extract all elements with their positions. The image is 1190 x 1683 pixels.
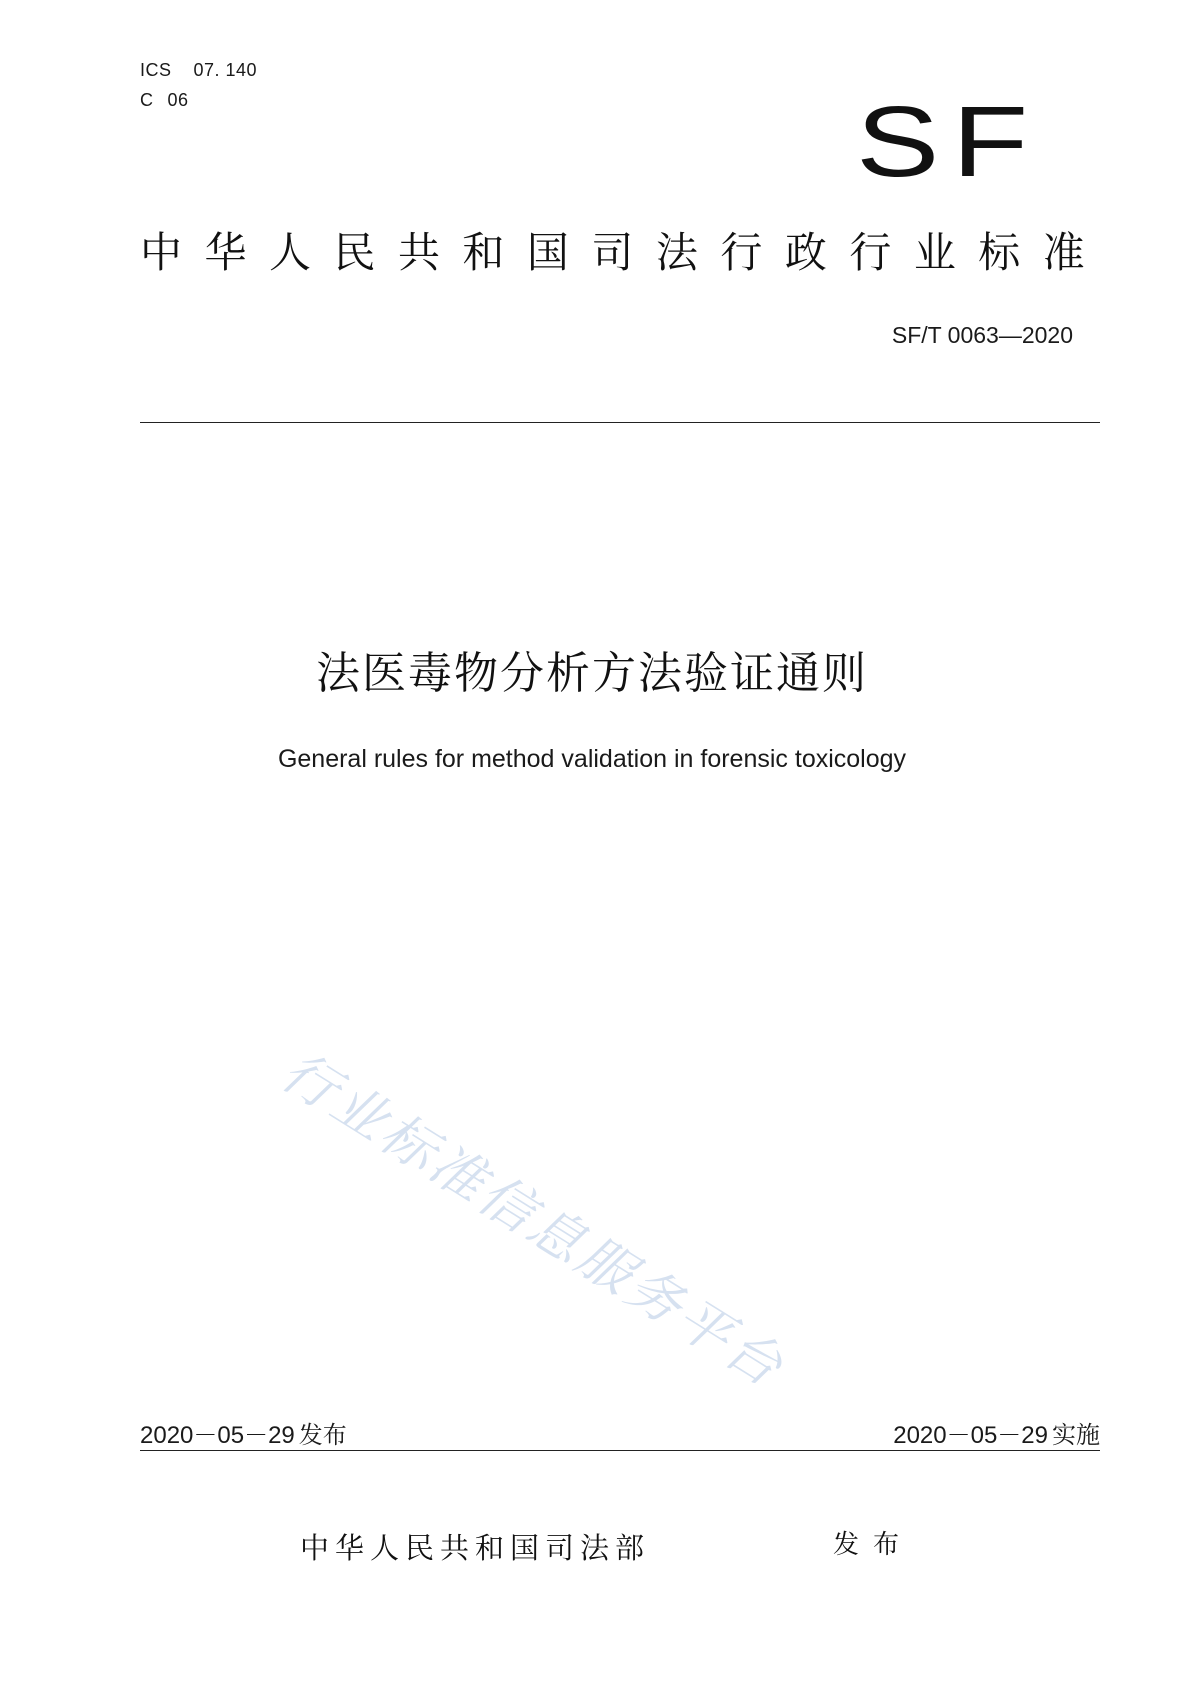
- standard-class-char: 准: [1042, 228, 1085, 277]
- standard-class-char: 华: [204, 228, 247, 277]
- standard-class-char: 人: [268, 228, 311, 277]
- publish-date-group: [140, 1415, 347, 1450]
- standard-class-char: 行: [849, 228, 892, 277]
- standard-class-char: 业: [913, 228, 956, 277]
- standard-class-char: 行: [720, 228, 763, 277]
- standard-class-char: 政: [784, 228, 827, 277]
- issuer-name: 中华人民共和国司法部: [300, 1531, 651, 1565]
- implement-label: 实施: [1052, 1421, 1100, 1449]
- document-title-zh: 法医毒物分析方法验证通则: [316, 648, 868, 699]
- ics-code: 07. 140: [193, 60, 258, 80]
- standard-class-char: 国: [526, 228, 569, 277]
- header-divider: [140, 422, 1100, 423]
- dates-row: [140, 1415, 1100, 1450]
- footer-divider: [140, 1450, 1100, 1451]
- document-title-en: General rules for method validation in forensic toxicology: [277, 745, 907, 773]
- ics-label: ICS: [140, 60, 172, 80]
- standard-number: SF/T 0063—2020: [891, 322, 1073, 348]
- publish-date: 2020－05－29: [140, 1422, 295, 1449]
- ics-code-line: [140, 60, 257, 81]
- implement-date-group: [893, 1415, 1100, 1450]
- standard-class-char: 法: [655, 228, 698, 277]
- standard-class-char: 中: [140, 228, 183, 277]
- standard-class-char: 民: [333, 228, 376, 277]
- watermark-text: 行业标准信息服务平台: [270, 1039, 797, 1401]
- standard-class-char: 司: [591, 228, 634, 277]
- publish-label: 发布: [298, 1421, 347, 1449]
- implement-date: 2020－05－29: [893, 1422, 1048, 1449]
- standard-class-char: 标: [978, 228, 1021, 277]
- issue-word: 发布: [833, 1530, 914, 1560]
- standard-class-char: 共: [397, 228, 440, 277]
- ccs-label: C: [140, 90, 154, 110]
- sf-logo-mark: SF: [856, 86, 1041, 198]
- ccs-code-line: [140, 90, 189, 111]
- standard-class-heading: [140, 228, 1085, 278]
- ccs-code: 06: [167, 90, 189, 110]
- standard-class-char: 和: [462, 228, 505, 277]
